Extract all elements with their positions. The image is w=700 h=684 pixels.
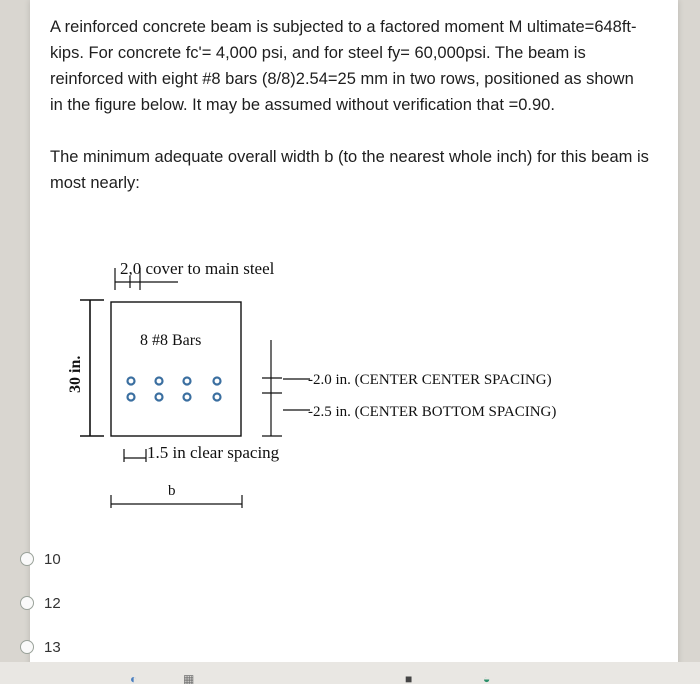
radio-button[interactable] xyxy=(20,596,34,610)
rebar xyxy=(156,394,163,401)
clear-spacing-label: 1.5 in clear spacing xyxy=(147,443,280,462)
browser-icon[interactable]: ◐ xyxy=(130,674,138,684)
rebar xyxy=(214,394,221,401)
rebar xyxy=(184,378,191,385)
beam-outline xyxy=(111,302,241,436)
radio-button[interactable] xyxy=(20,552,34,566)
width-label: b xyxy=(168,483,176,499)
option-12[interactable] xyxy=(20,592,61,614)
rebar xyxy=(214,378,221,385)
clear-spacing-dimension xyxy=(124,449,146,462)
bars-label: 8 #8 Bars xyxy=(140,332,202,349)
window-icon[interactable]: ▦ xyxy=(183,674,195,684)
height-label: 30 in. xyxy=(67,355,84,393)
app-icon[interactable]: ■ xyxy=(405,674,413,684)
edge-icon[interactable]: ◒ xyxy=(483,674,491,684)
center-spacing-label: -2.0 in. (CENTER CENTER SPACING) xyxy=(308,372,552,388)
cover-label: 2,0 cover to main steel xyxy=(120,259,275,278)
rebar xyxy=(128,394,135,401)
width-dimension xyxy=(111,495,242,508)
option-label: 12 xyxy=(44,594,61,612)
bottom-spacing-label: -2.5 in. (CENTER BOTTOM SPACING) xyxy=(308,404,557,420)
answer-options xyxy=(20,548,61,680)
reinforcement-bars xyxy=(128,378,221,401)
option-10[interactable] xyxy=(20,548,61,570)
rebar xyxy=(156,378,163,385)
question-paragraph-2: The minimum adequate overall width b (to the nearest whole inch) for this beam is most nearly: xyxy=(50,148,649,192)
radio-button[interactable] xyxy=(20,640,34,654)
rebar xyxy=(184,394,191,401)
taskbar xyxy=(0,662,700,684)
option-label: 13 xyxy=(44,638,61,656)
question-paragraph-1: A reinforced concrete beam is subjected to a factored moment M ultimate=648ft-kips. For concrete fc'= 4,000 psi, and for steel fy= 60,000psi. The beam is reinforced with eight #8 bars (8/8)2.54=25 mm in two rows, positioned as shown in the figure below. It may be assumed without verification that =0.90. xyxy=(50,18,637,114)
option-13[interactable] xyxy=(20,636,61,658)
rebar xyxy=(128,378,135,385)
spacing-dimension xyxy=(262,340,310,436)
option-label: 10 xyxy=(44,550,61,568)
